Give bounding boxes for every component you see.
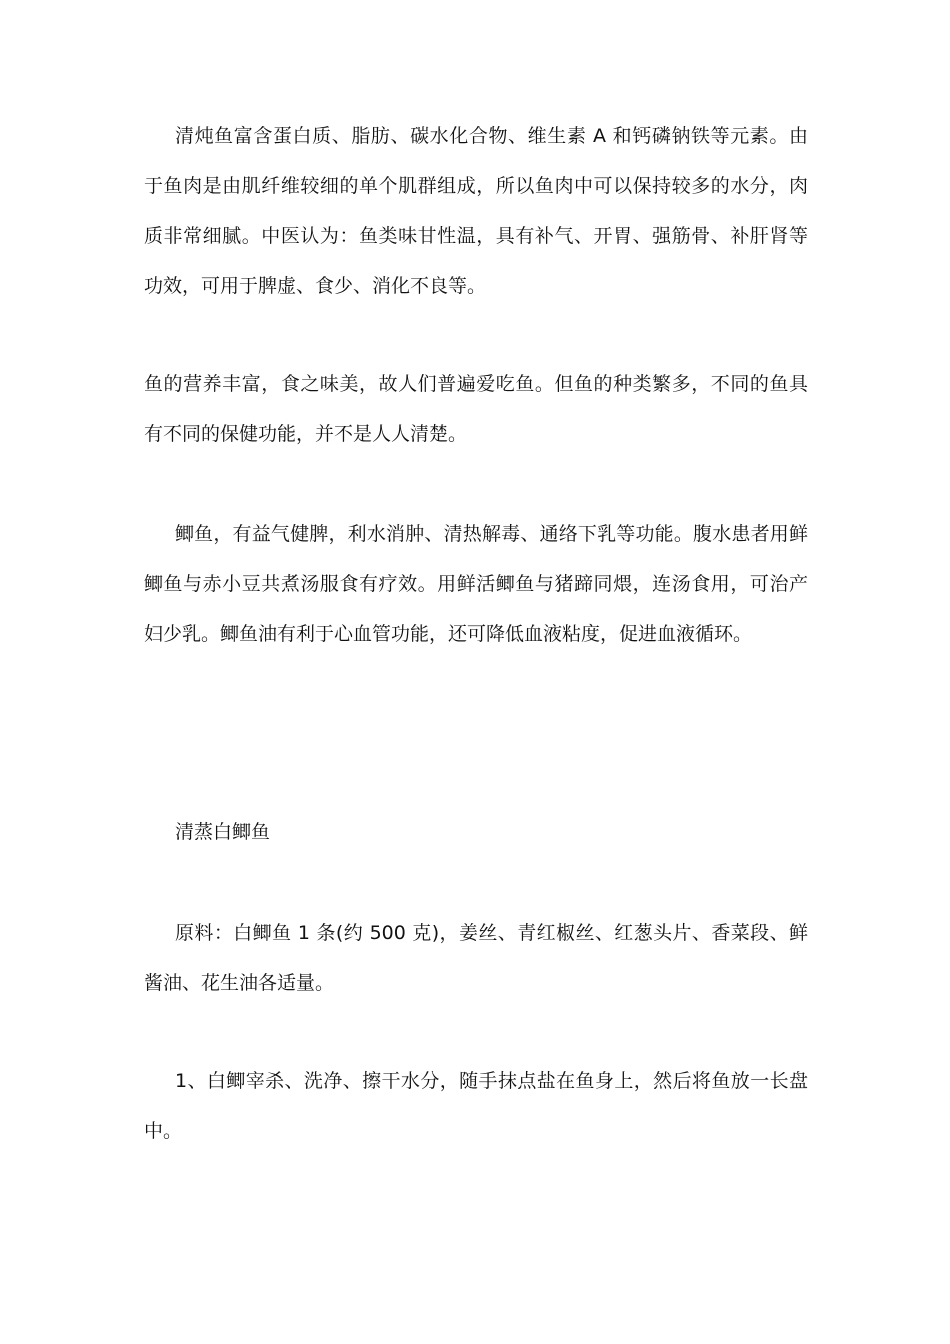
recipe-step-1: 1、白鲫宰杀、洗净、擦干水分，随手抹点盐在鱼身上，然后将鱼放一长盘中。: [144, 1070, 808, 1142]
paragraph-crucian-carp-benefits: 鲫鱼，有益气健脾，利水消肿、清热解毒、通络下乳等功能。腹水患者用鲜鲫鱼与赤小豆共煮汤服食有疗效。用鲜活鲫鱼与猪蹄同煨，连汤食用，可治产妇少乳。鲫鱼油有利于心血管功能，还可降低血液粘度，促进血液循环。: [144, 523, 808, 645]
paragraph-fish-variety: 鱼的营养丰富，食之味美，故人们普遍爱吃鱼。但鱼的种类繁多，不同的鱼具有不同的保健功能，并不是人人清楚。: [144, 373, 808, 445]
recipe-title: 清蒸白鲫鱼: [175, 821, 271, 843]
recipe-ingredients: 原料：白鲫鱼 1 条(约 500 克)，姜丝、青红椒丝、红葱头片、香菜段、鲜酱油、花生油各适量。: [144, 922, 808, 994]
paragraph-nutrition-intro: 清炖鱼富含蛋白质、脂肪、碳水化合物、维生素 A 和钙磷钠铁等元素。由于鱼肉是由肌纤维较细的单个肌群组成，所以鱼肉中可以保持较多的水分，肉质非常细腻。中医认为：鱼类味甘性温，具有补气、开胃、强筋骨、补肝肾等功效，可用于脾虚、食少、消化不良等。: [144, 125, 808, 297]
